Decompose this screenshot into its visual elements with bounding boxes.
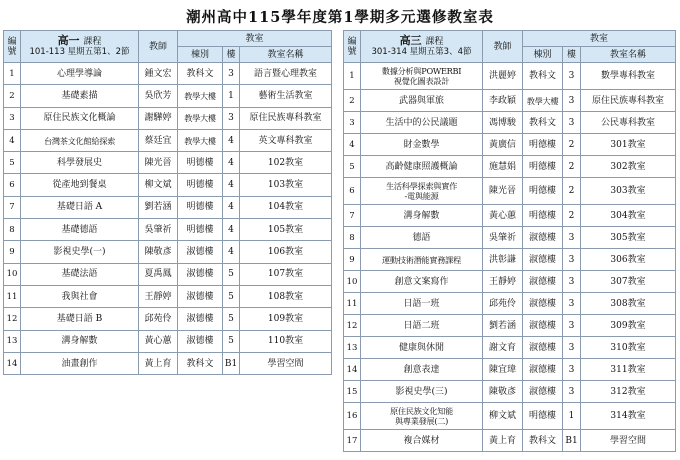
classroom-header: 教室 <box>523 31 676 47</box>
table-row <box>4 63 332 85</box>
table-row <box>4 308 332 330</box>
building-cell: 教科文 <box>523 112 563 134</box>
table-row <box>4 129 332 151</box>
seat-no-cell: 10 <box>344 271 361 293</box>
room-name-cell: 305教室 <box>581 227 676 249</box>
floor-cell: 3 <box>563 381 581 403</box>
seat-no-cell: 13 <box>4 330 21 352</box>
building-cell: 明德樓 <box>178 196 223 218</box>
room-name-cell: 學習空間 <box>240 352 332 374</box>
floor-cell: 4 <box>223 241 240 263</box>
course-cell: 複合媒材 <box>361 430 483 452</box>
building-cell: 教學大樓 <box>178 129 223 151</box>
teacher-cell: 黃心蕙 <box>139 330 178 352</box>
room-name-cell: 301教室 <box>581 134 676 156</box>
teacher-cell: 謝文育 <box>483 337 523 359</box>
room-name-cell: 309教室 <box>581 315 676 337</box>
table-row <box>4 107 332 129</box>
floor-cell: 4 <box>223 129 240 151</box>
room-name-cell: 原住民族專科教室 <box>240 107 332 129</box>
building-cell: 教學大樓 <box>523 90 563 112</box>
floor-cell: 3 <box>563 359 581 381</box>
building-cell: 明德樓 <box>523 134 563 156</box>
course-cell: 溝身解數 <box>21 330 139 352</box>
floor-cell: 2 <box>563 134 581 156</box>
course-cell: 數據分析與POWERBI 視覺化圖表設計 <box>361 63 483 90</box>
course-cell: 財金數學 <box>361 134 483 156</box>
floor-header: 樓 <box>563 47 581 63</box>
floor-cell: 3 <box>563 293 581 315</box>
teacher-cell: 吳肇祈 <box>139 219 178 241</box>
table-row <box>344 134 676 156</box>
floor-cell: 1 <box>563 403 581 430</box>
floor-cell: 3 <box>563 63 581 90</box>
building-cell: 明德樓 <box>523 205 563 227</box>
table-row <box>344 381 676 403</box>
building-cell: 明德樓 <box>178 152 223 174</box>
floor-cell: 5 <box>223 263 240 285</box>
course-cell: 運動技術潛能實務課程 <box>361 249 483 271</box>
course-cell: 我與社會 <box>21 285 139 307</box>
seat-no-cell: 4 <box>344 134 361 156</box>
teacher-cell: 邱苑伶 <box>139 308 178 330</box>
table-row <box>4 285 332 307</box>
course-cell: 基礎法語 <box>21 263 139 285</box>
seat-no-cell: 1 <box>344 63 361 90</box>
table-row <box>4 219 332 241</box>
course-cell: 心理學導論 <box>21 63 139 85</box>
course-cell: 從產地到餐桌 <box>21 174 139 196</box>
building-cell: 明德樓 <box>178 219 223 241</box>
floor-cell: 5 <box>223 330 240 352</box>
table-row <box>344 112 676 134</box>
teacher-cell: 洪麗婷 <box>483 63 523 90</box>
building-cell: 淑德樓 <box>178 330 223 352</box>
teacher-cell: 黃廣信 <box>483 134 523 156</box>
course-cell: 創意表達 <box>361 359 483 381</box>
seat-no-cell: 4 <box>4 129 21 151</box>
room-name-cell: 105教室 <box>240 219 332 241</box>
table-row <box>344 337 676 359</box>
table-row <box>344 315 676 337</box>
room-name-cell: 數學專科教室 <box>581 63 676 90</box>
table-row <box>344 271 676 293</box>
table-row <box>344 63 676 90</box>
seat-no-header: 編號 <box>344 31 361 63</box>
building-cell: 教科文 <box>523 430 563 452</box>
course-cell: 科學發展史 <box>21 152 139 174</box>
seat-no-cell: 6 <box>4 174 21 196</box>
building-cell: 淑德樓 <box>523 249 563 271</box>
floor-cell: 2 <box>563 205 581 227</box>
building-cell: 明德樓 <box>523 178 563 205</box>
course-cell: 溝身解數 <box>361 205 483 227</box>
teacher-cell: 黃上育 <box>483 430 523 452</box>
seat-no-cell: 9 <box>344 249 361 271</box>
grade10-table <box>3 30 332 375</box>
room-name-cell: 103教室 <box>240 174 332 196</box>
room-name-cell: 106教室 <box>240 241 332 263</box>
teacher-cell: 夏禹鳳 <box>139 263 178 285</box>
building-cell: 教學大樓 <box>178 107 223 129</box>
seat-no-cell: 5 <box>344 156 361 178</box>
course-header: 高一 課程 101-113 星期五第1、2節 <box>21 31 139 63</box>
room-name-cell: 314教室 <box>581 403 676 430</box>
room-name-cell: 308教室 <box>581 293 676 315</box>
floor-cell: B1 <box>223 352 240 374</box>
teacher-cell: 吳欣芳 <box>139 85 178 107</box>
course-cell: 德語 <box>361 227 483 249</box>
seat-no-cell: 14 <box>4 352 21 374</box>
course-cell: 生活中的公民議題 <box>361 112 483 134</box>
floor-cell: 3 <box>563 315 581 337</box>
course-cell: 生活科學探索與實作 -電與能源 <box>361 178 483 205</box>
course-cell: 基礎日語 B <box>21 308 139 330</box>
building-cell: 教學大樓 <box>178 85 223 107</box>
room-name-cell: 108教室 <box>240 285 332 307</box>
building-cell: 明德樓 <box>178 174 223 196</box>
table-row <box>344 90 676 112</box>
room-name-cell: 107教室 <box>240 263 332 285</box>
building-cell: 教科文 <box>523 63 563 90</box>
table-row <box>344 359 676 381</box>
building-cell: 淑德樓 <box>523 293 563 315</box>
course-cell: 影視史學(三) <box>361 381 483 403</box>
seat-no-cell: 2 <box>4 85 21 107</box>
teacher-cell: 洪彰謙 <box>483 249 523 271</box>
room-name-cell: 102教室 <box>240 152 332 174</box>
floor-cell: 3 <box>223 107 240 129</box>
building-cell: 淑德樓 <box>178 285 223 307</box>
room-name-cell: 302教室 <box>581 156 676 178</box>
room-name-cell: 311教室 <box>581 359 676 381</box>
table-row <box>344 205 676 227</box>
floor-cell: 4 <box>223 196 240 218</box>
room-name-cell: 307教室 <box>581 271 676 293</box>
course-cell: 基礎德語 <box>21 219 139 241</box>
building-cell: 淑德樓 <box>523 271 563 293</box>
seat-no-cell: 15 <box>344 381 361 403</box>
seat-no-cell: 16 <box>344 403 361 430</box>
teacher-header: 教師 <box>483 31 523 63</box>
table-row <box>344 430 676 452</box>
course-cell: 油畫創作 <box>21 352 139 374</box>
room-name-cell: 304教室 <box>581 205 676 227</box>
building-cell: 淑德樓 <box>523 359 563 381</box>
course-header: 高三 課程 301-314 星期五第3、4節 <box>361 31 483 63</box>
table-row <box>4 174 332 196</box>
building-cell: 明德樓 <box>523 156 563 178</box>
table-row <box>4 352 332 374</box>
floor-cell: 3 <box>223 63 240 85</box>
seat-no-cell: 5 <box>4 152 21 174</box>
seat-no-cell: 12 <box>344 315 361 337</box>
course-cell: 基礎素描 <box>21 85 139 107</box>
table-row <box>4 330 332 352</box>
teacher-cell: 施慧娟 <box>483 156 523 178</box>
course-cell: 日語二班 <box>361 315 483 337</box>
room-name-cell: 原住民族專科教室 <box>581 90 676 112</box>
room-name-cell: 303教室 <box>581 178 676 205</box>
teacher-header: 教師 <box>139 31 178 63</box>
course-cell: 日語一班 <box>361 293 483 315</box>
floor-cell: 4 <box>223 174 240 196</box>
floor-cell: 2 <box>563 156 581 178</box>
teacher-cell: 吳肇祈 <box>483 227 523 249</box>
table-row <box>4 85 332 107</box>
course-cell: 高齡健康照護概論 <box>361 156 483 178</box>
table-row <box>4 196 332 218</box>
classroom-header: 教室 <box>178 31 332 47</box>
seat-no-cell: 10 <box>4 263 21 285</box>
seat-no-cell: 1 <box>4 63 21 85</box>
teacher-cell: 馮博駿 <box>483 112 523 134</box>
seat-no-cell: 9 <box>4 241 21 263</box>
seat-no-header: 編號 <box>4 31 21 63</box>
table-row <box>344 178 676 205</box>
building-header: 棟別 <box>178 47 223 63</box>
room-name-cell: 110教室 <box>240 330 332 352</box>
floor-cell: 3 <box>563 227 581 249</box>
building-cell: 教科文 <box>178 63 223 85</box>
floor-cell: 3 <box>563 337 581 359</box>
room-name-header: 教室名稱 <box>240 47 332 63</box>
teacher-cell: 陳光晉 <box>139 152 178 174</box>
seat-no-cell: 6 <box>344 178 361 205</box>
seat-no-cell: 3 <box>344 112 361 134</box>
floor-cell: 3 <box>563 271 581 293</box>
building-cell: 教科文 <box>178 352 223 374</box>
teacher-cell: 陳敬彥 <box>139 241 178 263</box>
teacher-cell: 鍾文宏 <box>139 63 178 85</box>
teacher-cell: 黃上育 <box>139 352 178 374</box>
building-cell: 淑德樓 <box>178 241 223 263</box>
course-cell: 基礎日語 A <box>21 196 139 218</box>
room-name-cell: 學習空間 <box>581 430 676 452</box>
seat-no-cell: 3 <box>4 107 21 129</box>
teacher-cell: 劉若涵 <box>483 315 523 337</box>
table-row <box>344 403 676 430</box>
room-name-cell: 藝術生活教室 <box>240 85 332 107</box>
building-cell: 淑德樓 <box>178 308 223 330</box>
page-title: 潮州高中115學年度第1學期多元選修教室表 <box>186 9 494 26</box>
floor-cell: 3 <box>563 249 581 271</box>
seat-no-cell: 8 <box>4 219 21 241</box>
floor-cell: 5 <box>223 308 240 330</box>
teacher-cell: 王靜婷 <box>139 285 178 307</box>
building-cell: 淑德樓 <box>178 263 223 285</box>
seat-no-cell: 11 <box>344 293 361 315</box>
floor-cell: 2 <box>563 178 581 205</box>
seat-no-cell: 2 <box>344 90 361 112</box>
building-cell: 淑德樓 <box>523 337 563 359</box>
teacher-cell: 陳光晉 <box>483 178 523 205</box>
room-name-cell: 英文專科教室 <box>240 129 332 151</box>
floor-cell: 3 <box>563 112 581 134</box>
grade12-table <box>343 30 676 452</box>
floor-cell: 4 <box>223 152 240 174</box>
teacher-cell: 黃心蕙 <box>483 205 523 227</box>
seat-no-cell: 12 <box>4 308 21 330</box>
room-name-cell: 109教室 <box>240 308 332 330</box>
room-name-cell: 104教室 <box>240 196 332 218</box>
floor-cell: B1 <box>563 430 581 452</box>
course-cell: 原住民族文化知能 與專業發展(二) <box>361 403 483 430</box>
table-row <box>4 241 332 263</box>
teacher-cell: 蔡廷宜 <box>139 129 178 151</box>
course-cell: 健康與休閒 <box>361 337 483 359</box>
teacher-cell: 劉若涵 <box>139 196 178 218</box>
room-name-cell: 306教室 <box>581 249 676 271</box>
teacher-cell: 柳文斌 <box>483 403 523 430</box>
course-cell: 台灣茶文化館給探索 <box>21 129 139 151</box>
teacher-cell: 陳宜瑋 <box>483 359 523 381</box>
table-row <box>4 263 332 285</box>
seat-no-cell: 17 <box>344 430 361 452</box>
room-name-cell: 312教室 <box>581 381 676 403</box>
teacher-cell: 王靜婷 <box>483 271 523 293</box>
seat-no-cell: 14 <box>344 359 361 381</box>
floor-cell: 1 <box>223 85 240 107</box>
table-row <box>344 293 676 315</box>
seat-no-cell: 7 <box>4 196 21 218</box>
building-cell: 淑德樓 <box>523 381 563 403</box>
room-name-cell: 310教室 <box>581 337 676 359</box>
table-row <box>344 227 676 249</box>
course-cell: 武器與軍旅 <box>361 90 483 112</box>
floor-cell: 4 <box>223 219 240 241</box>
building-cell: 明德樓 <box>523 403 563 430</box>
course-cell: 創意文案寫作 <box>361 271 483 293</box>
floor-cell: 3 <box>563 90 581 112</box>
course-cell: 影視史學(一) <box>21 241 139 263</box>
floor-cell: 5 <box>223 285 240 307</box>
building-cell: 淑德樓 <box>523 227 563 249</box>
seat-no-cell: 7 <box>344 205 361 227</box>
course-cell: 原住民族文化概論 <box>21 107 139 129</box>
teacher-cell: 李政穎 <box>483 90 523 112</box>
teacher-cell: 謝驊婷 <box>139 107 178 129</box>
building-cell: 淑德樓 <box>523 315 563 337</box>
floor-header: 樓 <box>223 47 240 63</box>
room-name-cell: 語言暨心理教室 <box>240 63 332 85</box>
teacher-cell: 柳文斌 <box>139 174 178 196</box>
table-row <box>344 249 676 271</box>
table-row <box>4 152 332 174</box>
table-row <box>344 156 676 178</box>
seat-no-cell: 11 <box>4 285 21 307</box>
seat-no-cell: 13 <box>344 337 361 359</box>
teacher-cell: 邱苑伶 <box>483 293 523 315</box>
building-header: 棟別 <box>523 47 563 63</box>
seat-no-cell: 8 <box>344 227 361 249</box>
room-name-header: 教室名稱 <box>581 47 676 63</box>
teacher-cell: 陳敬彥 <box>483 381 523 403</box>
room-name-cell: 公民專科教室 <box>581 112 676 134</box>
